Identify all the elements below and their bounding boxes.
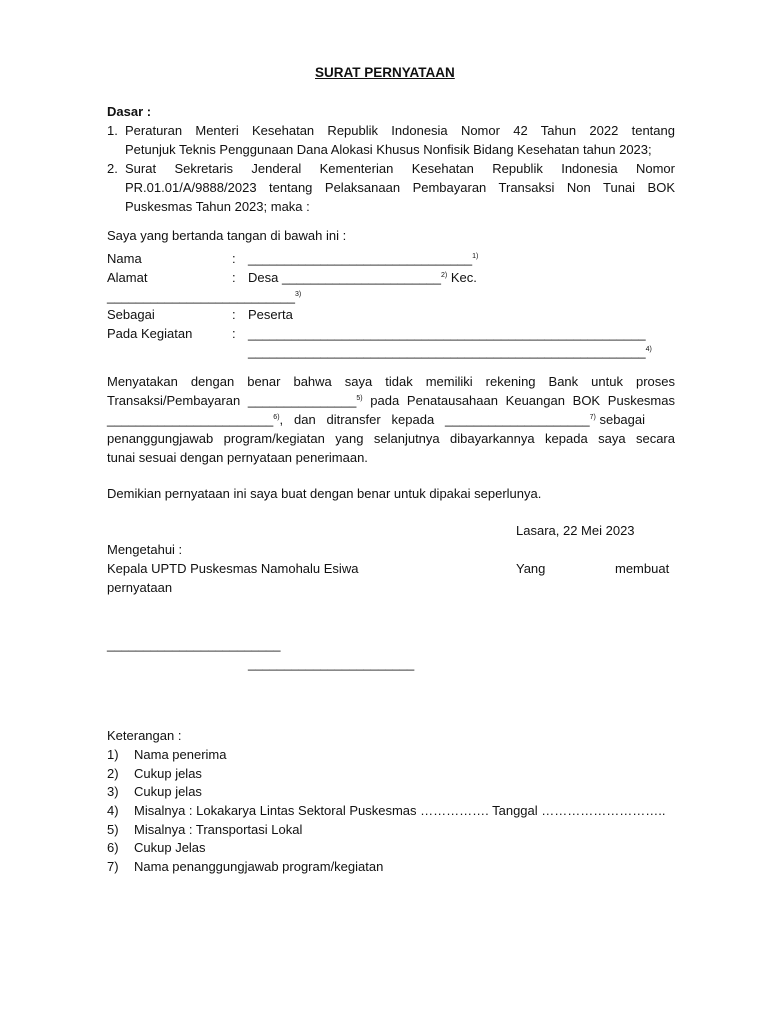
keterangan-item: Cukup jelas <box>134 784 202 799</box>
colon: : <box>232 270 236 285</box>
keterangan-item: Nama penanggungjawab program/kegiatan <box>134 859 384 874</box>
statement-line <box>107 412 645 428</box>
dasar-item-line: Surat Sekretaris Jenderal Kementerian Kesehatan Republik Indonesia Nomor <box>125 161 675 176</box>
keterangan-number: 1) <box>107 747 119 762</box>
alamat-desa: Desa ______________________ <box>248 270 442 285</box>
signature-line-right[interactable]: _______________________ <box>248 656 415 671</box>
place-date: Lasara, 22 Mei 2023 <box>516 523 635 538</box>
footnote-ref: 6) <box>273 414 280 421</box>
mengetahui-label: Mengetahui : <box>107 542 183 557</box>
closing-text: Demikian pernyataan ini saya buat dengan benar untuk dipakai seperlunya. <box>107 486 542 501</box>
dasar-item-line: Puskesmas Tahun 2023; maka : <box>125 199 310 214</box>
keterangan-item: Cukup jelas <box>134 766 202 781</box>
kepala-label: Kepala UPTD Puskesmas Namohalu Esiwa <box>107 561 359 576</box>
alamat-line2[interactable] <box>107 289 301 305</box>
page-title: SURAT PERNYATAAN <box>315 65 455 80</box>
sebagai-value: Peserta <box>248 307 293 322</box>
footnote-ref: 4) <box>645 346 652 353</box>
keterangan-number: 5) <box>107 822 119 837</box>
statement-line: tunai sesuai dengan pernyataan penerimaan. <box>107 450 368 465</box>
dasar-heading: Dasar : <box>107 104 152 119</box>
statement-segment: _______________________ <box>107 412 274 427</box>
colon: : <box>232 307 236 322</box>
keterangan-number: 3) <box>107 784 119 799</box>
colon: : <box>232 251 236 266</box>
alamat-field[interactable] <box>248 270 477 286</box>
nama-label: Nama <box>107 251 142 266</box>
dasar-item-line: Petunjuk Teknis Penggunaan Dana Alokasi Khusus Nonfisik Bidang Kesehatan tahun 2023; <box>125 142 652 157</box>
statement-line <box>107 393 675 409</box>
statement-line: penanggungjawab program/kegiatan yang selanjutnya dibayarkannya kepada saya secara <box>107 431 675 446</box>
statement-segment: pada Penatausahaan Keuangan BOK Puskesmas <box>362 393 675 408</box>
footnote-ref: 1) <box>472 253 479 260</box>
dasar-item-number: 1. <box>107 123 118 138</box>
alamat-label: Alamat <box>107 270 148 285</box>
footnote-ref: 3) <box>294 291 302 298</box>
nama-blank[interactable] <box>248 251 478 267</box>
pernyataan-label: pernyataan <box>107 580 173 595</box>
statement-segment: Transaksi/Pembayaran _______________ <box>107 393 357 408</box>
intro-text: Saya yang bertanda tangan di bawah ini : <box>107 228 347 243</box>
keterangan-number: 2) <box>107 766 119 781</box>
signature-line-left[interactable]: ________________________ <box>107 637 281 652</box>
footnote-ref: 7) <box>589 414 596 421</box>
colon: : <box>232 326 236 341</box>
keterangan-number: 6) <box>107 840 119 855</box>
statement-segment: sebagai <box>595 412 646 427</box>
alamat-kec: Kec. <box>450 270 477 285</box>
kegiatan-label: Pada Kegiatan <box>107 326 193 341</box>
kegiatan-blank-1[interactable]: _______________________________________________________ <box>248 326 646 341</box>
keterangan-number: 7) <box>107 859 119 874</box>
dasar-item-number: 2. <box>107 161 118 176</box>
statement-segment: , dan ditransfer kepada ____________________ <box>279 412 590 427</box>
keterangan-item: Misalnya : Transportasi Lokal <box>134 822 303 837</box>
nama-blank-line: _______________________________ <box>248 251 473 266</box>
keterangan-number: 4) <box>107 803 119 818</box>
statement-line: Menyatakan dengan benar bahwa saya tidak memiliki rekening Bank untuk proses <box>107 374 675 389</box>
keterangan-item: Cukup Jelas <box>134 840 206 855</box>
alamat-line2-blank: __________________________ <box>107 289 295 304</box>
kegiatan-line2: _______________________________________________________ <box>248 344 646 359</box>
keterangan-heading: Keterangan : <box>107 728 182 743</box>
membuat-label: membuat <box>615 561 670 576</box>
yang-label: Yang <box>516 561 546 576</box>
footnote-ref: 5) <box>356 395 363 402</box>
keterangan-item: Misalnya : Lokakarya Lintas Sektoral Puskesmas ……………. Tanggal ……………………….. <box>134 803 666 818</box>
sebagai-label: Sebagai <box>107 307 155 322</box>
footnote-ref: 2) <box>441 272 448 279</box>
dasar-item-line: PR.01.01/A/9888/2023 tentang Pelaksanaan Pembayaran Transaksi Non Tunai BOK <box>125 180 675 195</box>
dasar-item-line: Peraturan Menteri Kesehatan Republik Indonesia Nomor 42 Tahun 2022 tentang <box>125 123 675 138</box>
keterangan-item: Nama penerima <box>134 747 227 762</box>
kegiatan-blank-2[interactable] <box>248 344 652 360</box>
